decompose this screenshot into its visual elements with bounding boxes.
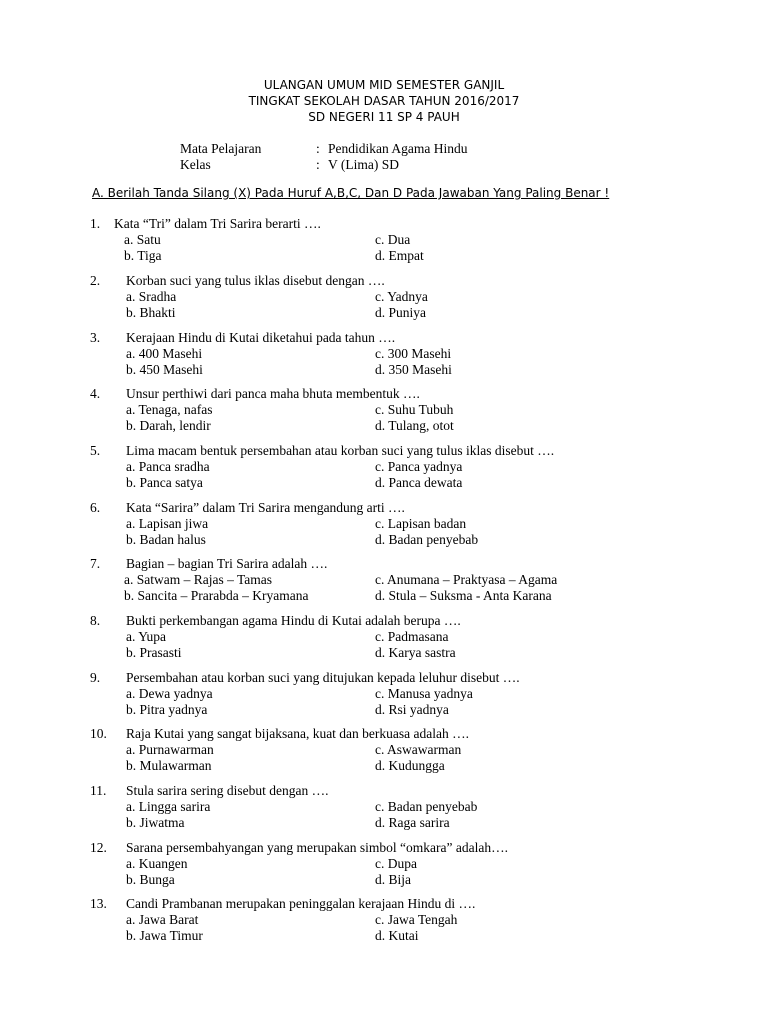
question-text: Kerajaan Hindu di Kutai diketahui pada tahun …. (126, 330, 396, 345)
class-row (180, 157, 467, 173)
question-number: 10. (90, 726, 107, 741)
option-d: d. Badan penyebab (375, 532, 479, 547)
option-d: d. Raga sarira (375, 815, 450, 830)
question-number: 7. (90, 556, 101, 571)
option-a: a. Jawa Barat (126, 912, 199, 927)
question-number: 4. (90, 386, 101, 401)
class-value: V (Lima) SD (328, 157, 399, 172)
question-text: Raja Kutai yang sangat bijaksana, kuat dan berkuasa adalah …. (126, 726, 470, 741)
option-c: c. Anumana – Praktyasa – Agama (375, 572, 558, 587)
option-c: c. Yadnya (375, 289, 428, 304)
question-number: 12. (90, 840, 107, 855)
exam-meta (180, 141, 467, 173)
question-text: Bukti perkembangan agama Hindu di Kutai adalah berupa …. (126, 613, 461, 628)
option-c: c. 300 Masehi (375, 346, 452, 361)
option-b: b. 450 Masehi (126, 362, 203, 377)
question-text: Lima macam bentuk persembahan atau korban suci yang tulus iklas disebut …. (126, 443, 555, 458)
option-d: d. Tulang, otot (375, 418, 454, 433)
option-d: d. Panca dewata (375, 475, 463, 490)
option-c: c. Aswawarman (375, 742, 462, 757)
subject-row (180, 141, 467, 157)
class-separator: : (316, 157, 320, 172)
option-a: a. Satwam – Rajas – Tamas (124, 572, 273, 587)
question-number: 5. (90, 443, 101, 458)
option-c: c. Suhu Tubuh (375, 402, 454, 417)
option-a: a. Dewa yadnya (126, 686, 213, 701)
subject-value: Pendidikan Agama Hindu (328, 141, 468, 156)
subject-label: Mata Pelajaran (180, 141, 262, 156)
option-c: c. Lapisan badan (375, 516, 467, 531)
question-number: 2. (90, 273, 101, 288)
option-d: d. Kutai (375, 928, 419, 943)
option-b: b. Jawa Timur (126, 928, 203, 943)
option-d: d. Puniya (375, 305, 427, 320)
school-name: SD NEGERI 11 SP 4 PAUH (308, 110, 460, 124)
option-c: c. Padmasana (375, 629, 449, 644)
question-text: Persembahan atau korban suci yang ditujukan kepada leluhur disebut …. (126, 670, 520, 685)
question-text: Candi Prambanan merupakan peninggalan kerajaan Hindu di …. (126, 896, 476, 911)
option-d: d. Stula – Suksma - Anta Karana (375, 588, 552, 603)
question-text: Kata “Sarira” dalam Tri Sarira mengandung arti …. (126, 500, 405, 515)
option-a: a. Lingga sarira (126, 799, 211, 814)
option-d: d. Rsi yadnya (375, 702, 449, 717)
option-a: a. Lapisan jiwa (126, 516, 209, 531)
question-number: 3. (90, 330, 101, 345)
section-instruction: A. Berilah Tanda Silang (X) Pada Huruf A,B,C, Dan D Pada Jawaban Yang Paling Benar ! (92, 186, 610, 200)
option-a: a. 400 Masehi (126, 346, 203, 361)
question-text: Stula sarira sering disebut dengan …. (126, 783, 329, 798)
option-b: b. Tiga (124, 248, 162, 263)
option-b: b. Mulawarman (126, 758, 212, 773)
question-number: 6. (90, 500, 101, 515)
option-d: d. 350 Masehi (375, 362, 452, 377)
question-text: Korban suci yang tulus iklas disebut dengan …. (126, 273, 385, 288)
option-a: a. Purnawarman (126, 742, 214, 757)
option-d: d. Kudungga (375, 758, 445, 773)
option-a: a. Kuangen (126, 856, 188, 871)
option-b: b. Darah, lendir (126, 418, 211, 433)
option-b: b. Panca satya (126, 475, 203, 490)
question-number: 9. (90, 670, 101, 685)
option-a: a. Tenaga, nafas (126, 402, 213, 417)
option-a: a. Sradha (126, 289, 177, 304)
option-a: a. Panca sradha (126, 459, 210, 474)
exam-header (0, 77, 768, 125)
class-label: Kelas (180, 157, 211, 172)
option-a: a. Yupa (126, 629, 166, 644)
option-c: c. Dua (375, 232, 411, 247)
option-d: d. Bija (375, 872, 411, 887)
option-b: b. Sancita – Prarabda – Kryamana (124, 588, 309, 603)
option-b: b. Pitra yadnya (126, 702, 208, 717)
question-text: Kata “Tri” dalam Tri Sarira berarti …. (114, 216, 321, 231)
question-text: Bagian – bagian Tri Sarira adalah …. (126, 556, 328, 571)
option-a: a. Satu (124, 232, 161, 247)
option-b: b. Bhakti (126, 305, 176, 320)
option-c: c. Panca yadnya (375, 459, 463, 474)
question-number: 11. (90, 783, 107, 798)
question-number: 8. (90, 613, 101, 628)
question-text: Sarana persembahyangan yang merupakan simbol “omkara” adalah…. (126, 840, 508, 855)
exam-title: ULANGAN UMUM MID SEMESTER GANJIL (263, 78, 505, 92)
question-text: Unsur perthiwi dari panca maha bhuta membentuk …. (126, 386, 420, 401)
option-c: c. Manusa yadnya (375, 686, 473, 701)
question-number: 1. (90, 216, 101, 231)
exam-level-year: TINGKAT SEKOLAH DASAR TAHUN 2016/2017 (248, 94, 520, 108)
option-b: b. Jiwatma (126, 815, 185, 830)
option-d: d. Empat (375, 248, 424, 263)
question-number: 13. (90, 896, 107, 911)
option-c: c. Dupa (375, 856, 417, 871)
option-b: b. Badan halus (126, 532, 206, 547)
subject-separator: : (316, 141, 320, 156)
option-d: d. Karya sastra (375, 645, 456, 660)
option-b: b. Prasasti (126, 645, 182, 660)
option-c: c. Jawa Tengah (375, 912, 458, 927)
option-c: c. Badan penyebab (375, 799, 478, 814)
option-b: b. Bunga (126, 872, 175, 887)
